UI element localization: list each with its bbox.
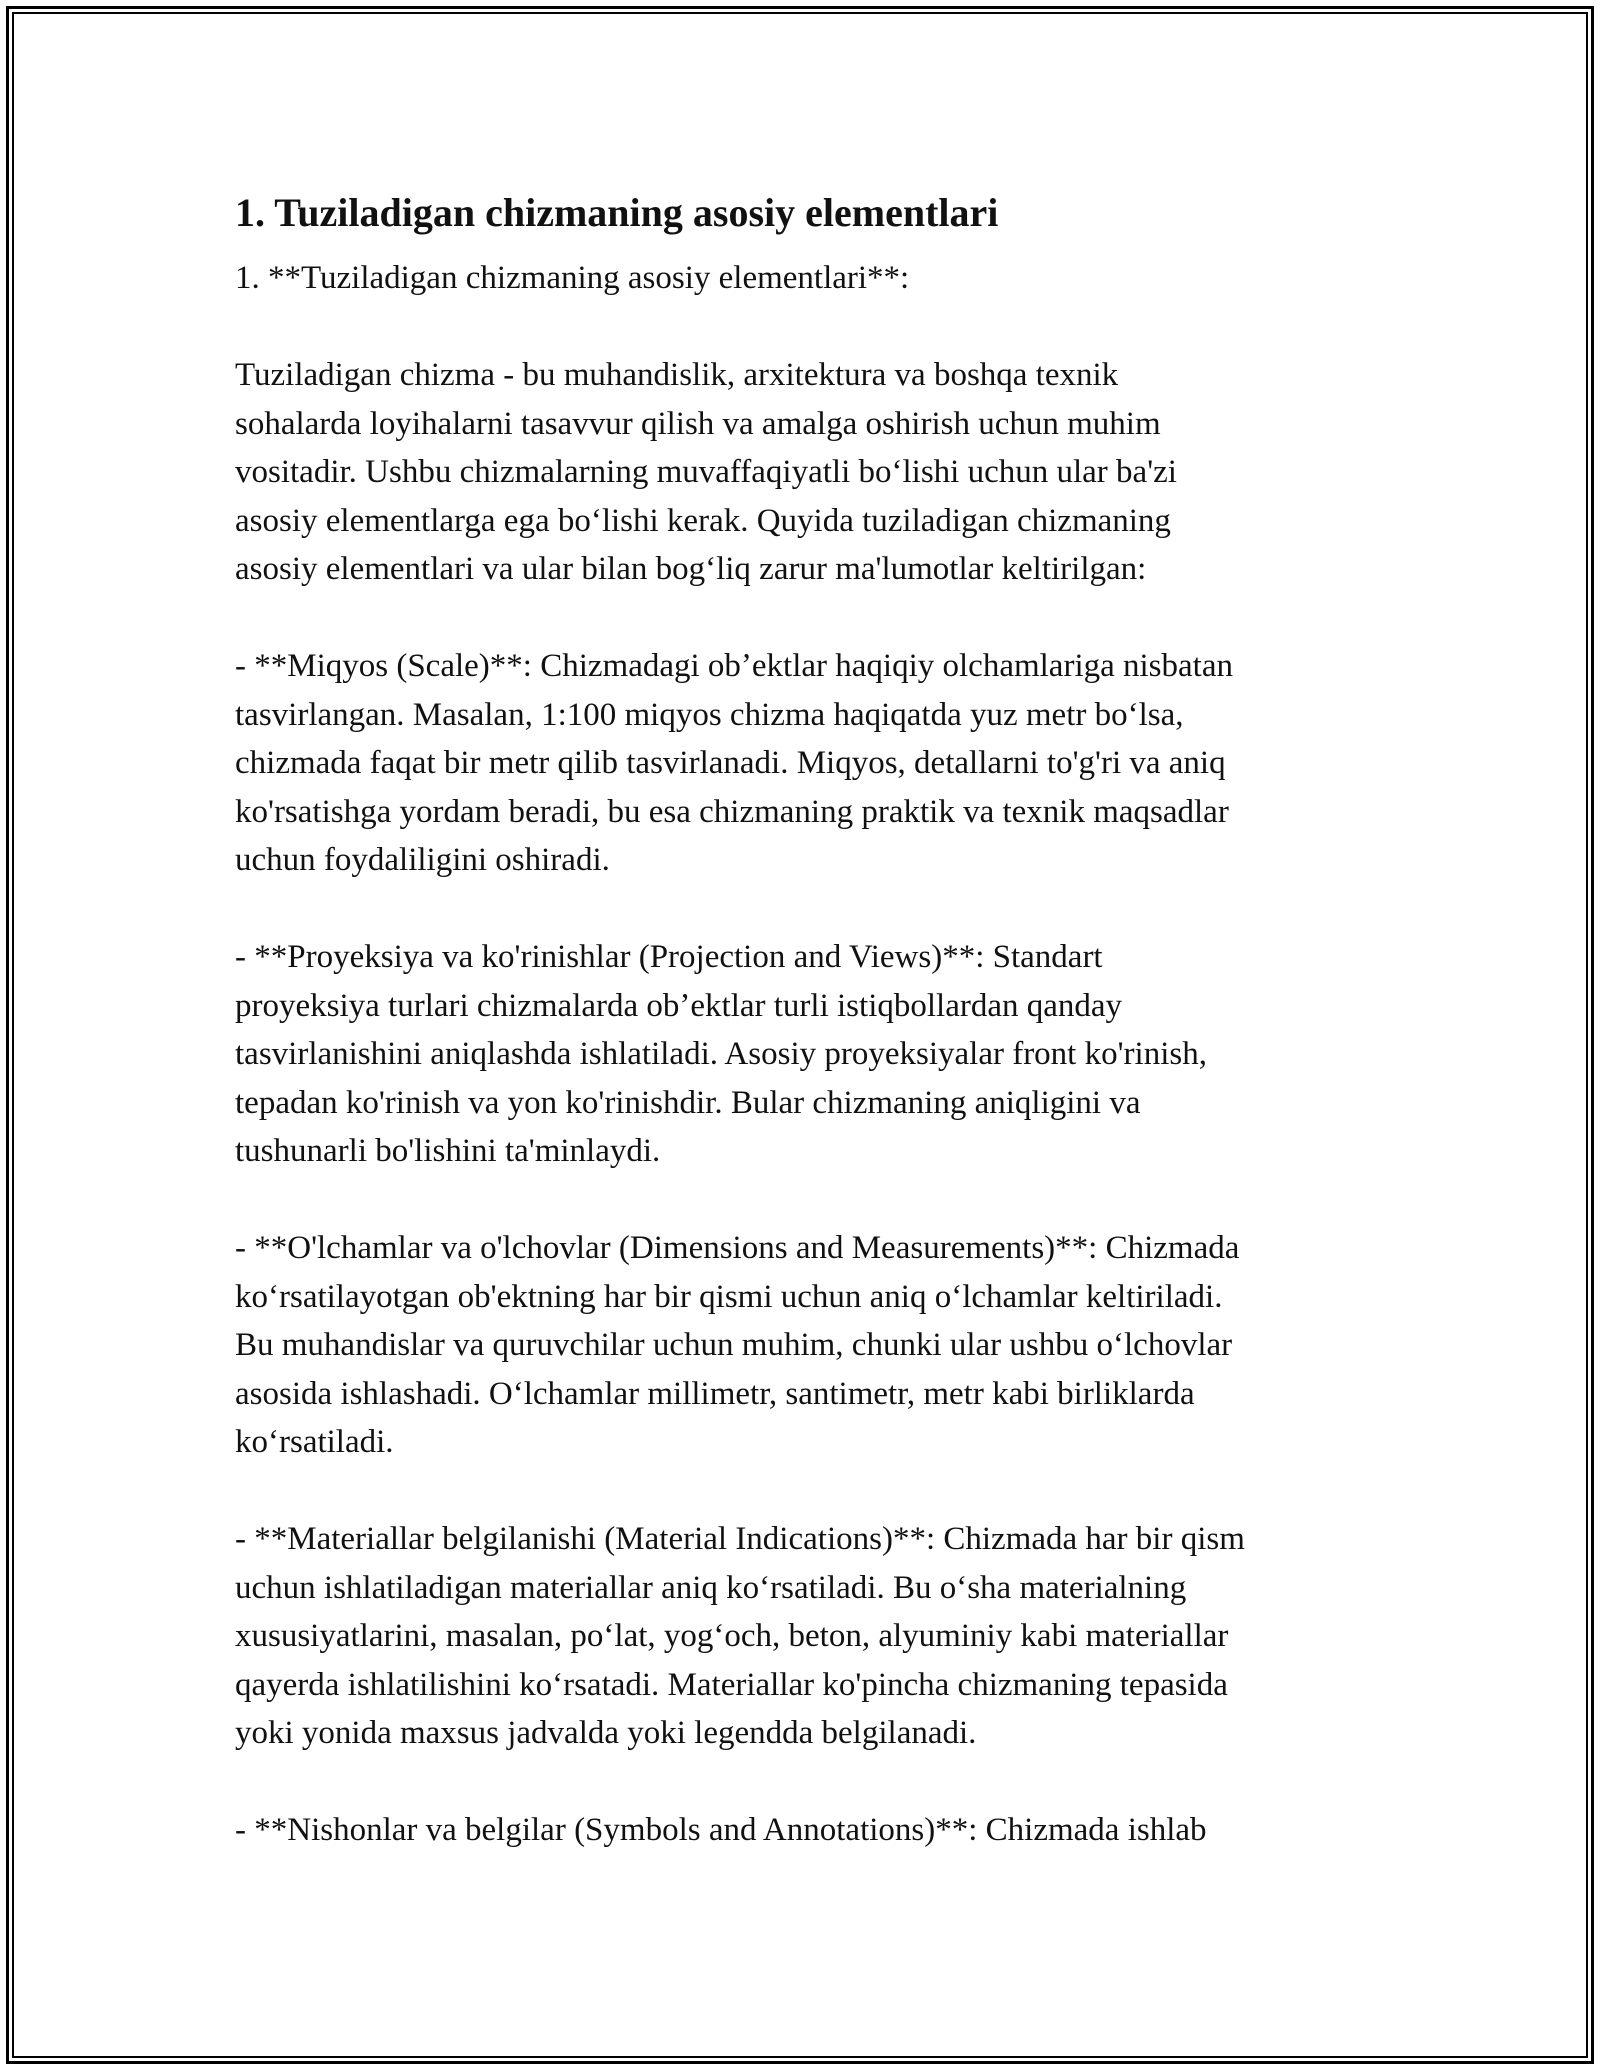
text-line: ko'rsatishga yordam beradi, bu esa chizmaning praktik va texnik maqsadlar bbox=[235, 793, 1229, 830]
paragraph-symbols bbox=[235, 1806, 1375, 1855]
text-line: vositadir. Ushbu chizmalarning muvaffaqiyatli boʻlishi uchun ular ba'zi bbox=[235, 454, 1177, 490]
text-line: uchun foydaliligini oshiradi. bbox=[235, 842, 610, 878]
text-line: - **O'lchamlar va o'lchovlar (Dimensions and Measurements)**: Chizmada bbox=[235, 1230, 1240, 1266]
paragraph-intro bbox=[235, 351, 1375, 594]
text-line: 1. **Tuziladigan chizmaning asosiy elementlari**: bbox=[235, 260, 910, 296]
text-line: tasvirlangan. Masalan, 1:100 miqyos chizma haqiqatda yuz metr boʻlsa, bbox=[235, 696, 1184, 733]
text-line: tasvirlanishini aniqlashda ishlatiladi. Asosiy proyeksiyalar front ko'rinish, bbox=[235, 1036, 1207, 1072]
paragraph-scale bbox=[235, 642, 1375, 885]
text-line: asosida ishlashadi. Oʻlchamlar millimetr, santimetr, metr kabi birliklarda bbox=[235, 1375, 1195, 1412]
paragraph-materials bbox=[235, 1515, 1375, 1758]
text-line: tepadan ko'rinish va yon ko'rinishdir. Bular chizmaning aniqligini va bbox=[235, 1084, 1141, 1121]
text-line: - **Nishonlar va belgilar (Symbols and Annotations)**: Chizmada ishlab bbox=[235, 1812, 1207, 1848]
text-line: uchun ishlatiladigan materiallar aniq koʻrsatiladi. Bu oʻsha materialning bbox=[235, 1569, 1187, 1606]
text-line: asosiy elementlari va ular bilan bogʻliq zarur ma'lumotlar keltirilgan: bbox=[235, 551, 1147, 587]
text-line: tushunarli bo'lishini ta'minlaydi. bbox=[235, 1133, 661, 1169]
text-line: sohalarda loyihalarni tasavvur qilish va amalga oshirish uchun muhim bbox=[235, 405, 1161, 442]
text-line: xususiyatlarini, masalan, poʻlat, yogʻoch, beton, alyuminiy kabi materiallar bbox=[235, 1618, 1229, 1654]
text-line: - **Miqyos (Scale)**: Chizmadagi obʼektlar haqiqiy olchamlariga nisbatan bbox=[235, 648, 1233, 684]
paragraph-heading-repeat bbox=[235, 254, 1375, 303]
page-title: 1. Tuziladigan chizmaning asosiy elementlari bbox=[235, 190, 999, 235]
text-line: yoki yonida maxsus jadvalda yoki legendda belgilanadi. bbox=[235, 1715, 977, 1751]
text-line: - **Materiallar belgilanishi (Material Indications)**: Chizmada har bir qism bbox=[235, 1521, 1245, 1557]
text-line: koʻrsatilayotgan ob'ektning har bir qismi uchun aniq oʻlchamlar keltiriladi. bbox=[235, 1278, 1223, 1315]
paragraph-dimensions bbox=[235, 1224, 1375, 1467]
text-line: - **Proyeksiya va ko'rinishlar (Projection and Views)**: Standart bbox=[235, 939, 1103, 975]
text-line: chizmada faqat bir metr qilib tasvirlanadi. Miqyos, detallarni to'g'ri va aniq bbox=[235, 745, 1226, 781]
text-line: proyeksiya turlari chizmalarda obʼektlar turli istiqbollardan qanday bbox=[235, 987, 1123, 1024]
paragraph-projection bbox=[235, 933, 1375, 1176]
text-line: Tuziladigan chizma - bu muhandislik, arxitektura va boshqa texnik bbox=[235, 357, 1119, 393]
text-line: qayerda ishlatilishini koʻrsatadi. Materiallar ko'pincha chizmaning tepasida bbox=[235, 1666, 1228, 1703]
text-line: asosiy elementlarga ega boʻlishi kerak. Quyida tuziladigan chizmaning bbox=[235, 502, 1171, 539]
text-line: koʻrsatiladi. bbox=[235, 1424, 394, 1460]
document-body bbox=[235, 184, 1375, 1903]
text-line: Bu muhandislar va quruvchilar uchun muhim, chunki ular ushbu oʻlchovlar bbox=[235, 1327, 1233, 1363]
